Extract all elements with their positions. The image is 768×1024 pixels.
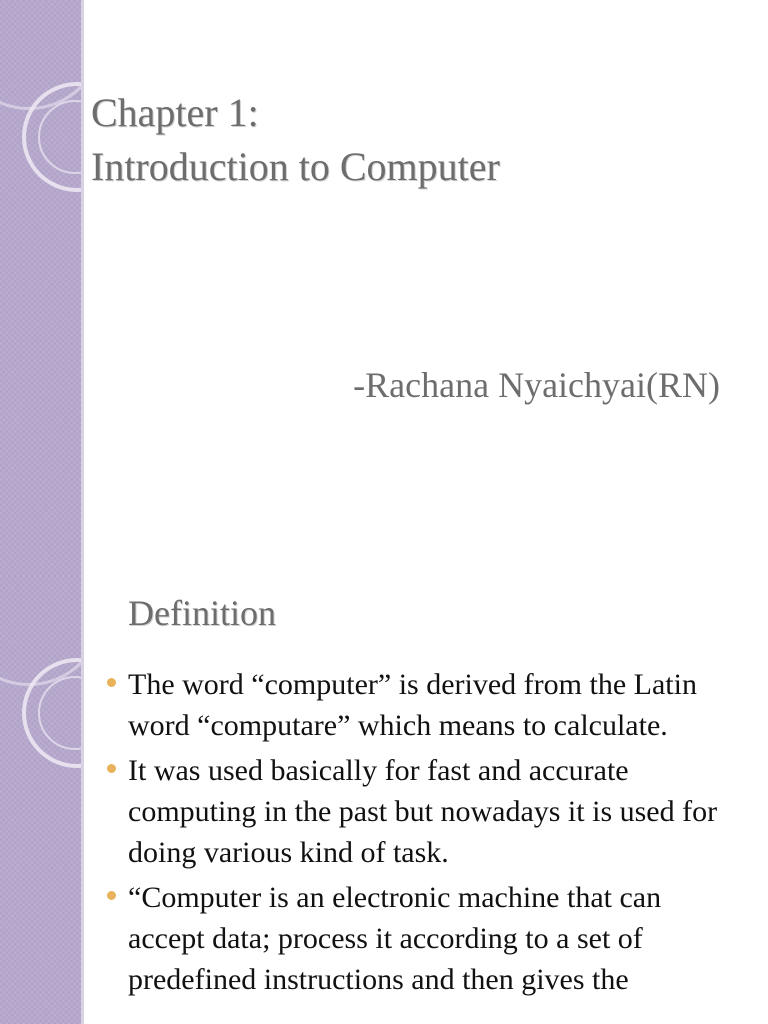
bullet-text: It was used basically for fast and accurate computing in the past but nowadays it is used for doing various kind of task. — [128, 754, 718, 869]
bullet-item — [104, 877, 744, 1000]
bullet-item — [104, 750, 744, 873]
decorative-side-strip — [0, 576, 84, 1024]
section-heading: Definition — [128, 593, 276, 633]
strip-edge — [81, 576, 84, 1024]
slide-title — [91, 86, 500, 194]
strip-edge — [81, 0, 84, 576]
bullet-text: “Computer is an electronic machine that can accept data; process it according to a set of predefined instructions and then gives the — [128, 881, 662, 996]
bullet-dot-icon — [107, 764, 116, 773]
bullet-text: The word “computer” is derived from the Latin word “computare” which means to calculate. — [128, 668, 697, 742]
definition-slide — [0, 576, 768, 1024]
bullet-dot-icon — [107, 891, 116, 900]
bullet-list — [104, 664, 744, 1004]
slide-title-line-1: Chapter 1: — [91, 90, 259, 135]
slide-title-line-2: Introduction to Computer — [91, 144, 500, 189]
author-name: -Rachana Nyaichyai(RN) — [353, 365, 720, 405]
decorative-side-strip — [0, 0, 84, 576]
bullet-dot-icon — [107, 678, 116, 687]
bullet-item — [104, 664, 744, 746]
